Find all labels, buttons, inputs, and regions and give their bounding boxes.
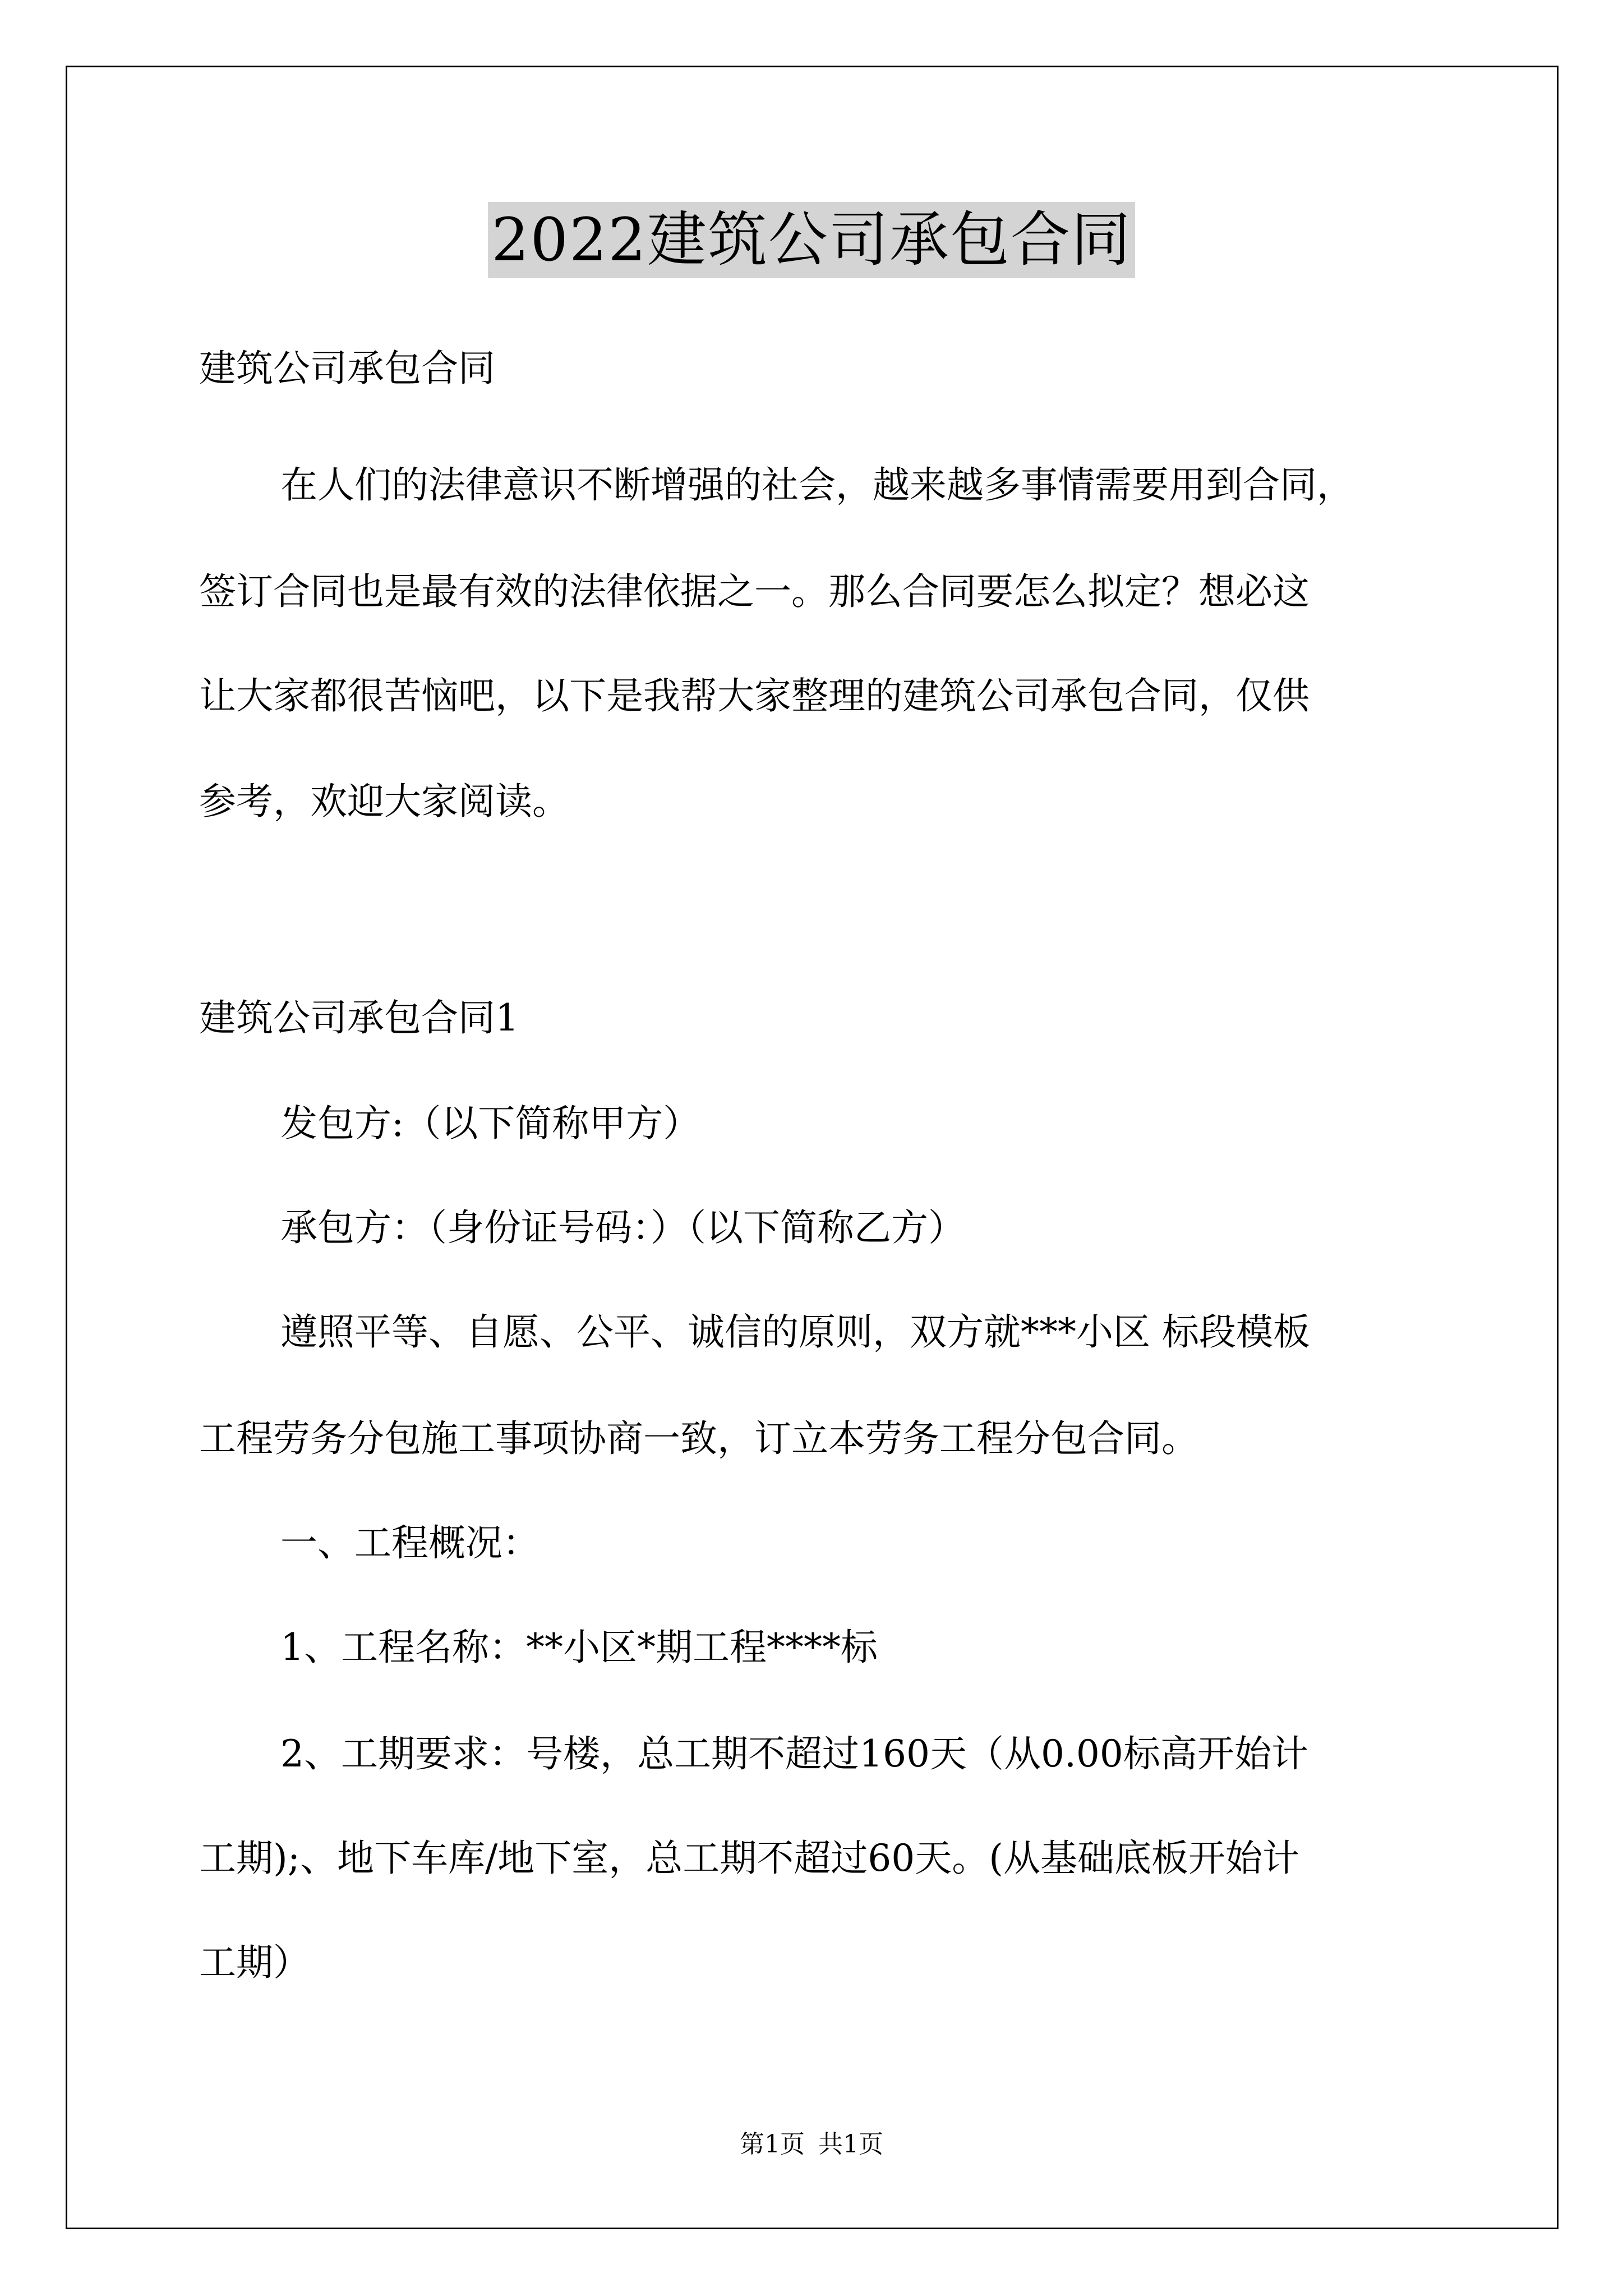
paragraph-line: 工期);、地下车库/地下室，总工期不超过60天。(从基础底板开始计 — [199, 1837, 1299, 1880]
paragraph-line: 参考，欢迎大家阅读。 — [199, 780, 569, 823]
paragraph-line: 1、工程名称：**小区*期工程****标 — [280, 1626, 878, 1669]
section-heading: 一、工程概况： — [280, 1521, 540, 1565]
paragraph-line: 承包方：（身份证号码：）（以下简称乙方） — [280, 1206, 965, 1249]
page-number-total: 共1页 — [818, 2130, 883, 2159]
paragraph-line: 让大家都很苦恼吧，以下是我帮大家整理的建筑公司承包合同，仅供 — [199, 674, 1310, 717]
paragraph-line: 2、工期要求：号楼，总工期不超过160天（从0.00标高开始计 — [280, 1732, 1308, 1775]
title-container — [0, 202, 1623, 278]
section-heading: 建筑公司承包合同1 — [199, 996, 519, 1039]
subtitle-line: 建筑公司承包合同 — [199, 347, 495, 390]
document-title: 2022建筑公司承包合同 — [488, 202, 1135, 278]
paragraph-line: 在人们的法律意识不断增强的社会，越来越多事情需要用到合同， — [280, 463, 1354, 507]
paragraph-line: 工程劳务分包施工事项协商一致，订立本劳务工程分包合同。 — [199, 1417, 1198, 1460]
page-footer — [0, 2129, 1623, 2160]
page-number-current: 第1页 — [740, 2130, 805, 2159]
paragraph-line: 遵照平等、自愿、公平、诚信的原则，双方就***小区 标段模板 — [280, 1310, 1310, 1354]
paragraph-line: 工期） — [199, 1941, 310, 1984]
paragraph-line: 签订合同也是最有效的法律依据之一。那么合同要怎么拟定？想必这 — [199, 570, 1310, 613]
paragraph-line: 发包方:（以下简称甲方） — [280, 1102, 700, 1145]
